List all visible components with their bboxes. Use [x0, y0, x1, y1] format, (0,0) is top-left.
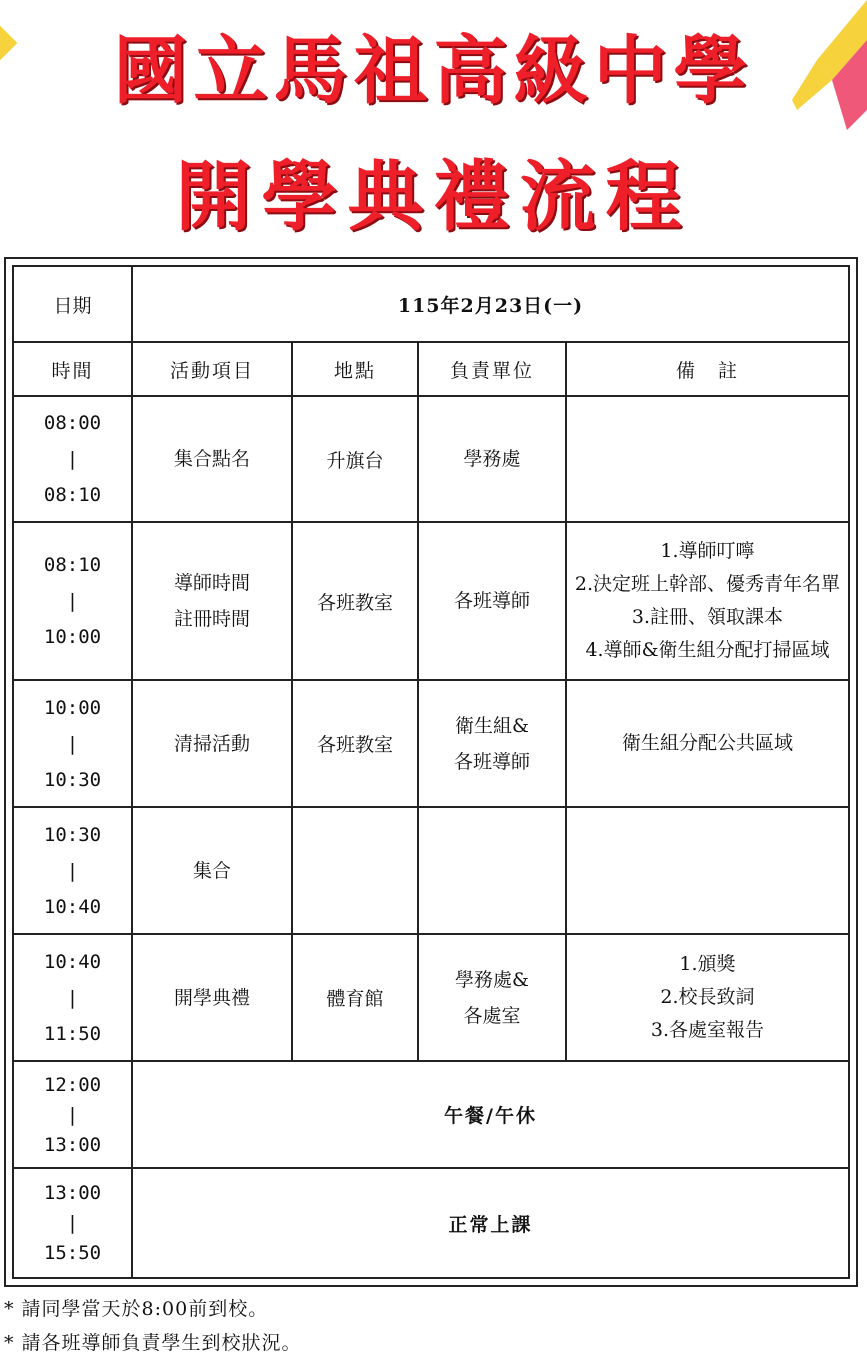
ceremony-schedule-title: 開學典禮流程: [175, 152, 692, 241]
header-time: 時間: [13, 342, 132, 396]
schedule-table: [12, 265, 850, 1279]
time-cell: 13:00 | 15:50: [13, 1168, 132, 1278]
remarks-cell: [566, 807, 849, 934]
remarks-cell: 1.導師叮嚀 2.決定班上幹部、優秀青年名單 3.註冊、領取課本 4.導師&衛生組分配打掃區域: [566, 522, 849, 680]
header-location: 地點: [292, 342, 418, 396]
location-cell: 升旗台: [292, 396, 418, 522]
school-name-title: 國立馬祖高級中學: [113, 28, 754, 114]
header-remarks: 備 註: [566, 342, 849, 396]
arrival-note: * 請同學當天於8:00前到校。: [4, 1298, 269, 1320]
remarks-cell: [566, 396, 849, 522]
location-cell: 各班教室: [292, 522, 418, 680]
time-cell: 10:30 | 10:40: [13, 807, 132, 934]
lunch-row: [13, 1061, 849, 1168]
remarks-cell: 1.頒獎 2.校長致詞 3.各處室報告: [566, 934, 849, 1061]
table-row: [13, 807, 849, 934]
unit-cell: [418, 807, 566, 934]
time-cell: 10:00 | 10:30: [13, 680, 132, 807]
table-row: [13, 934, 849, 1061]
schedule-sheet: [4, 257, 858, 1287]
date-label: 日期: [13, 266, 132, 342]
header-row: [13, 342, 849, 396]
unit-cell: 各班導師: [418, 522, 566, 680]
table-row: [13, 522, 849, 680]
unit-cell: 學務處& 各處室: [418, 934, 566, 1061]
date-row: [13, 266, 849, 342]
time-cell: 12:00 | 13:00: [13, 1061, 132, 1168]
date-value: 115年2月23日(一): [132, 266, 849, 342]
location-cell: 體育館: [292, 934, 418, 1061]
time-cell: 10:40 | 11:50: [13, 934, 132, 1061]
activity-cell: 導師時間 註冊時間: [132, 522, 292, 680]
activity-cell: 集合點名: [132, 396, 292, 522]
lunch-break-cell: 午餐/午休: [132, 1061, 849, 1168]
time-cell: 08:10 | 10:00: [13, 522, 132, 680]
remarks-cell: 衛生組分配公共區域: [566, 680, 849, 807]
location-cell: 各班教室: [292, 680, 418, 807]
teacher-note: * 請各班導師負責學生到校狀況。: [4, 1332, 302, 1354]
header-unit: 負責單位: [418, 342, 566, 396]
activity-cell: 清掃活動: [132, 680, 292, 807]
location-cell: [292, 807, 418, 934]
table-row: [13, 680, 849, 807]
activity-cell: 開學典禮: [132, 934, 292, 1061]
table-row: [13, 396, 849, 522]
header-activity: 活動項目: [132, 342, 292, 396]
normal-class-cell: 正常上課: [132, 1168, 849, 1278]
activity-cell: 集合: [132, 807, 292, 934]
class-row: [13, 1168, 849, 1278]
time-cell: 08:00 | 08:10: [13, 396, 132, 522]
unit-cell: 衛生組& 各班導師: [418, 680, 566, 807]
unit-cell: 學務處: [418, 396, 566, 522]
